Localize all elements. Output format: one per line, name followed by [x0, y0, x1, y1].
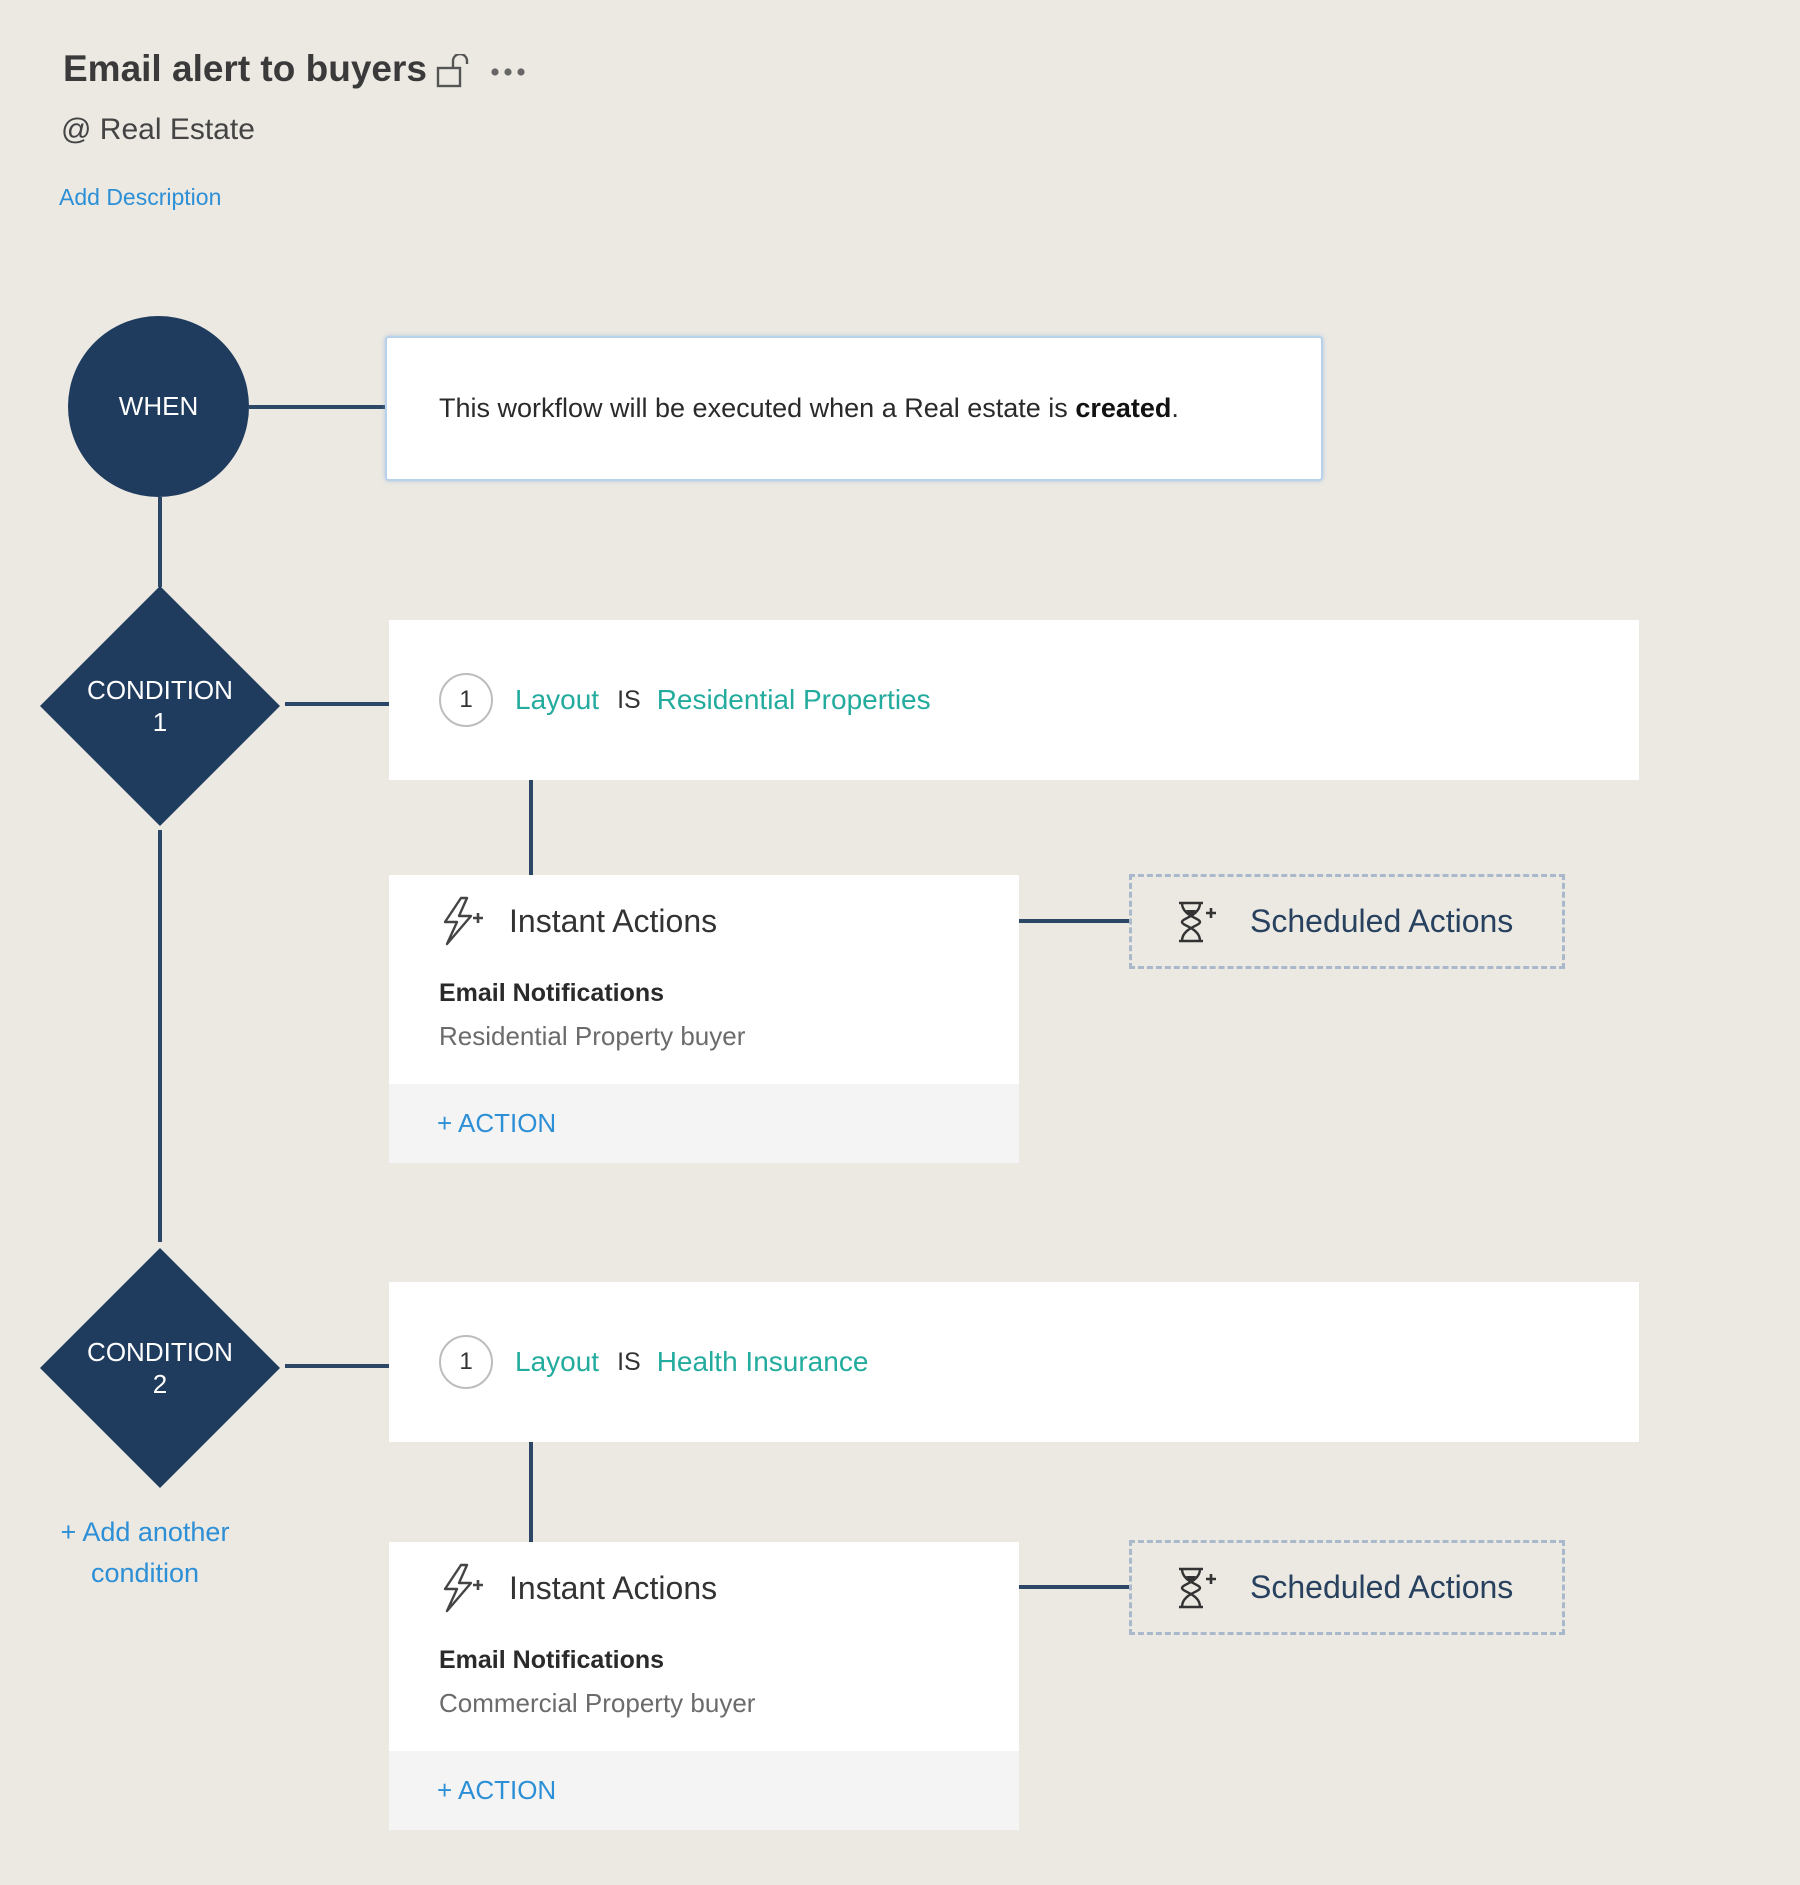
action-name[interactable]: Residential Property buyer	[439, 1021, 746, 1051]
criteria-operator: IS	[617, 685, 641, 714]
module-name: @ Real Estate	[61, 113, 255, 146]
bolt-plus-icon[interactable]	[437, 1562, 485, 1614]
add-action-button[interactable]: + ACTION	[437, 1108, 557, 1138]
criteria-number: 1	[439, 1335, 493, 1389]
scheduled-actions-label: Scheduled Actions	[1250, 1569, 1514, 1605]
trigger-event: created	[1075, 393, 1172, 423]
instant-actions-title[interactable]: Instant Actions	[509, 902, 718, 939]
criteria-card-1[interactable]	[389, 620, 1639, 780]
condition-node-1[interactable]	[34, 580, 286, 832]
condition-number: 2	[152, 1369, 168, 1399]
connector-condition1-condition2	[158, 830, 162, 1242]
action-type: Email Notifications	[439, 1646, 665, 1674]
add-condition-line1: + Add another	[60, 1517, 230, 1547]
condition-node-2[interactable]	[34, 1242, 286, 1494]
add-condition-link[interactable]	[40, 1512, 250, 1594]
scheduled-actions-label: Scheduled Actions	[1250, 903, 1514, 939]
action-footer	[389, 1084, 1019, 1163]
lock-icon[interactable]	[436, 54, 472, 88]
instant-actions-card-2	[389, 1542, 1019, 1830]
criteria-number: 1	[439, 673, 493, 727]
action-type: Email Notifications	[439, 979, 665, 1007]
action-name[interactable]: Commercial Property buyer	[439, 1688, 756, 1718]
hourglass-plus-icon	[1174, 1566, 1218, 1610]
criteria-field[interactable]: Layout	[515, 684, 600, 715]
action-footer	[389, 1751, 1019, 1830]
scheduled-actions-button-1[interactable]	[1129, 874, 1565, 969]
criteria-field[interactable]: Layout	[515, 1346, 600, 1377]
connector-criteria2-actions	[529, 1441, 533, 1542]
criteria-card-2[interactable]	[389, 1282, 1639, 1442]
connector-condition2-card	[285, 1364, 389, 1368]
connector-when-card	[249, 405, 385, 409]
instant-actions-title[interactable]: Instant Actions	[509, 1569, 718, 1606]
workflow-title: Email alert to buyers	[63, 48, 427, 89]
criteria-operator: IS	[617, 1347, 641, 1376]
condition-number: 1	[152, 707, 168, 737]
connector-instant1-scheduled1	[1019, 919, 1129, 923]
condition-label: CONDITION	[87, 1337, 233, 1367]
instant-actions-card-1	[389, 875, 1019, 1163]
trigger-text-end: .	[1171, 393, 1179, 423]
condition-label: CONDITION	[87, 675, 233, 705]
add-condition-line2: condition	[90, 1558, 200, 1588]
when-node-label: WHEN	[118, 391, 199, 421]
bolt-plus-icon[interactable]	[437, 895, 485, 947]
criteria-value[interactable]: Residential Properties	[656, 684, 931, 715]
trigger-card[interactable]	[385, 336, 1323, 481]
connector-criteria1-actions	[529, 779, 533, 875]
scheduled-actions-button-2[interactable]	[1129, 1540, 1565, 1635]
connector-condition1-card	[285, 702, 389, 706]
when-node	[68, 316, 249, 497]
hourglass-plus-icon	[1174, 900, 1218, 944]
connector-when-condition1	[158, 497, 162, 587]
criteria-value[interactable]: Health Insurance	[656, 1346, 869, 1377]
connector-instant2-scheduled2	[1019, 1585, 1129, 1589]
trigger-text: This workflow will be executed when a Real estate is	[439, 393, 1068, 423]
add-action-button[interactable]: + ACTION	[437, 1775, 557, 1805]
more-icon[interactable]	[488, 57, 528, 87]
add-description-link[interactable]: Add Description	[59, 184, 222, 210]
